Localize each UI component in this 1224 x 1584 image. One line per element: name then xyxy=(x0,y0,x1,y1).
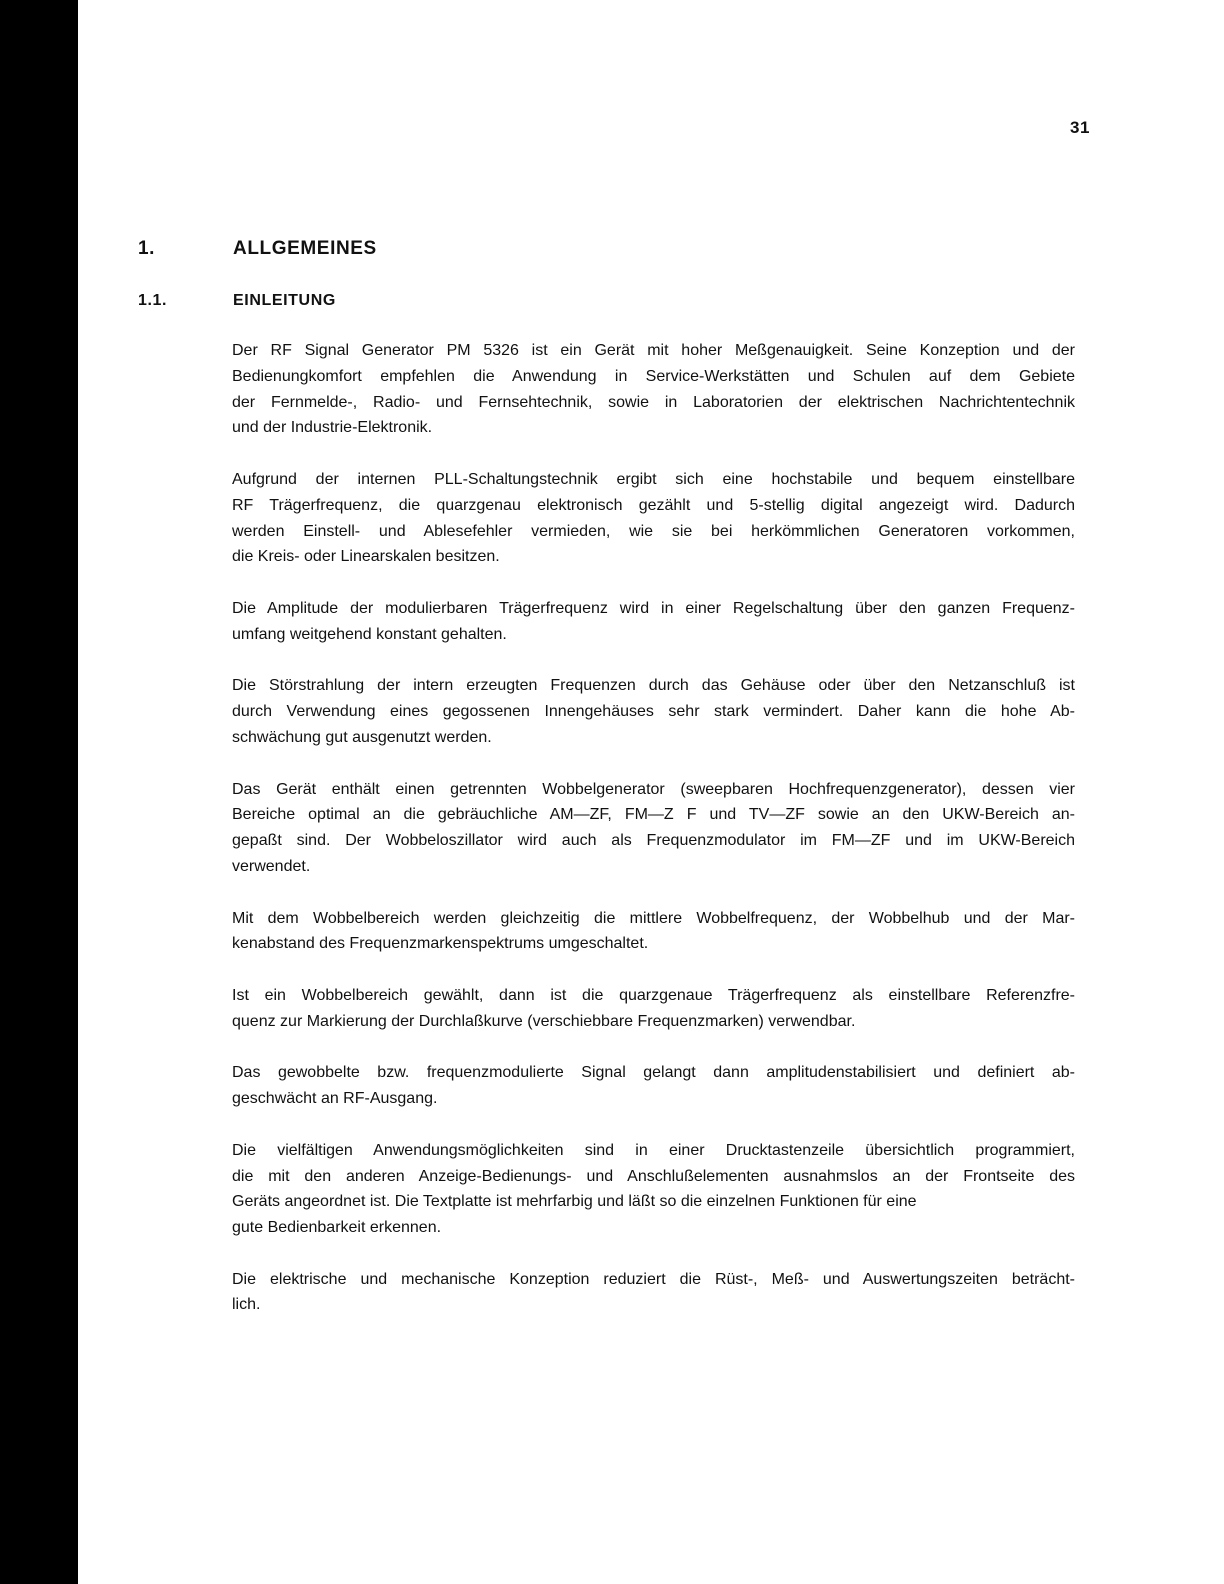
paragraph xyxy=(232,1267,1075,1319)
text-line: kenabstand des Frequenzmarkenspektrums umgeschaltet. xyxy=(232,935,649,953)
text-line: Die Amplitude der modulierbaren Trägerfrequenz wird in einer Regelschaltung über den ganzen Frequenz- xyxy=(232,599,1075,617)
page-number: 31 xyxy=(1070,118,1090,137)
text-line: Der RF Signal Generator PM 5326 ist ein Gerät mit hoher Meßgenauigkeit. Seine Konzeption und der xyxy=(232,342,1075,359)
paragraph xyxy=(232,338,1075,441)
text-line: quenz zur Markierung der Durchlaßkurve (verschiebbare Frequenzmarken) verwendbar. xyxy=(232,1012,856,1030)
text-line: Das gewobbelte bzw. frequenzmodulierte Signal gelangt dann amplitudenstabilisiert und definiert ab- xyxy=(232,1064,1075,1082)
text-line: werden Einstell- und Ablesefehler vermieden, wie sie bei herkömmlichen Generatoren vorkommen, xyxy=(232,522,1075,540)
section-title: ALLGEMEINES xyxy=(233,238,377,259)
text-line: schwächung gut ausgenutzt werden. xyxy=(232,728,492,746)
text-line: RF Trägerfrequenz, die quarzgenau elektronisch gezählt und 5-stellig digital angezeigt wird. Dadurch xyxy=(232,496,1075,514)
text-line: gute Bedienbarkeit erkennen. xyxy=(232,1219,442,1237)
text-line: Mit dem Wobbelbereich werden gleichzeitig die mittlere Wobbelfrequenz, der Wobbelhub und der Mar- xyxy=(232,909,1075,927)
text-line: Ist ein Wobbelbereich gewählt, dann ist die quarzgenaue Trägerfrequenz als einstellbare Referenzfre- xyxy=(232,986,1075,1004)
text-line: Die Störstrahlung der intern erzeugten Frequenzen durch das Gehäuse oder über den Netzanschluß ist xyxy=(232,677,1075,695)
text-line: Geräts angeordnet ist. Die Textplatte ist mehrfarbig und läßt so die einzelnen Funktionen für eine xyxy=(232,1193,917,1211)
text-line: die Kreis- oder Linearskalen besitzen. xyxy=(232,548,500,566)
paragraph xyxy=(232,983,1075,1035)
text-line: und der Industrie-Elektronik. xyxy=(232,419,433,437)
section-number: 1. xyxy=(138,238,156,259)
paragraph xyxy=(232,467,1075,570)
text-line: Die elektrische und mechanische Konzeption reduziert die Rüst-, Meß- und Auswertungszeiten beträcht- xyxy=(232,1270,1075,1288)
text-line: die mit den anderen Anzeige-Bedienungs- und Anschlußelementen ausnahmslos an der Frontseite des xyxy=(232,1167,1075,1185)
text-line: durch Verwendung eines gegossenen Innengehäuses sehr stark vermindert. Daher kann die hohe Ab- xyxy=(232,703,1075,721)
text-line: Das Gerät enthält einen getrennten Wobbelgenerator (sweepbaren Hochfrequenzgenerator), dessen vier xyxy=(232,780,1075,798)
text-line: umfang weitgehend konstant gehalten. xyxy=(232,625,507,643)
scan-edge xyxy=(0,0,78,1584)
paragraph xyxy=(232,673,1075,750)
subsection-number: 1.1. xyxy=(138,292,168,309)
paragraph xyxy=(232,1060,1075,1112)
text-line: der Fernmelde-, Radio- und Fernsehtechnik, sowie in Laboratorien der elektrischen Nachrichtentechnik xyxy=(232,393,1075,411)
text-line: Bedienungkomfort empfehlen die Anwendung in Service-Werkstätten und Schulen auf dem Gebiete xyxy=(232,367,1075,385)
paragraph xyxy=(232,906,1075,958)
paragraph xyxy=(232,777,1075,880)
body-text xyxy=(232,338,1075,1344)
text-line: verwendet. xyxy=(232,857,311,875)
text-line: Die vielfältigen Anwendungsmöglichkeiten sind in einer Drucktastenzeile übersichtlich programmiert, xyxy=(232,1141,1075,1159)
text-line: lich. xyxy=(232,1296,261,1314)
paragraph xyxy=(232,1138,1075,1241)
text-line: Aufgrund der internen PLL-Schaltungstechnik ergibt sich eine hochstabile und bequem einstellbare xyxy=(232,470,1075,488)
subsection-title: EINLEITUNG xyxy=(233,292,336,309)
text-line: geschwächt an RF-Ausgang. xyxy=(232,1090,438,1108)
paragraph xyxy=(232,596,1075,648)
text-line: gepaßt sind. Der Wobbeloszillator wird auch als Frequenzmodulator im FM—ZF und im UKW-Bereich xyxy=(232,832,1075,850)
text-line: Bereiche optimal an die gebräuchliche AM—ZF, FM—Z F und TV—ZF sowie an den UKW-Bereich an- xyxy=(232,806,1075,824)
